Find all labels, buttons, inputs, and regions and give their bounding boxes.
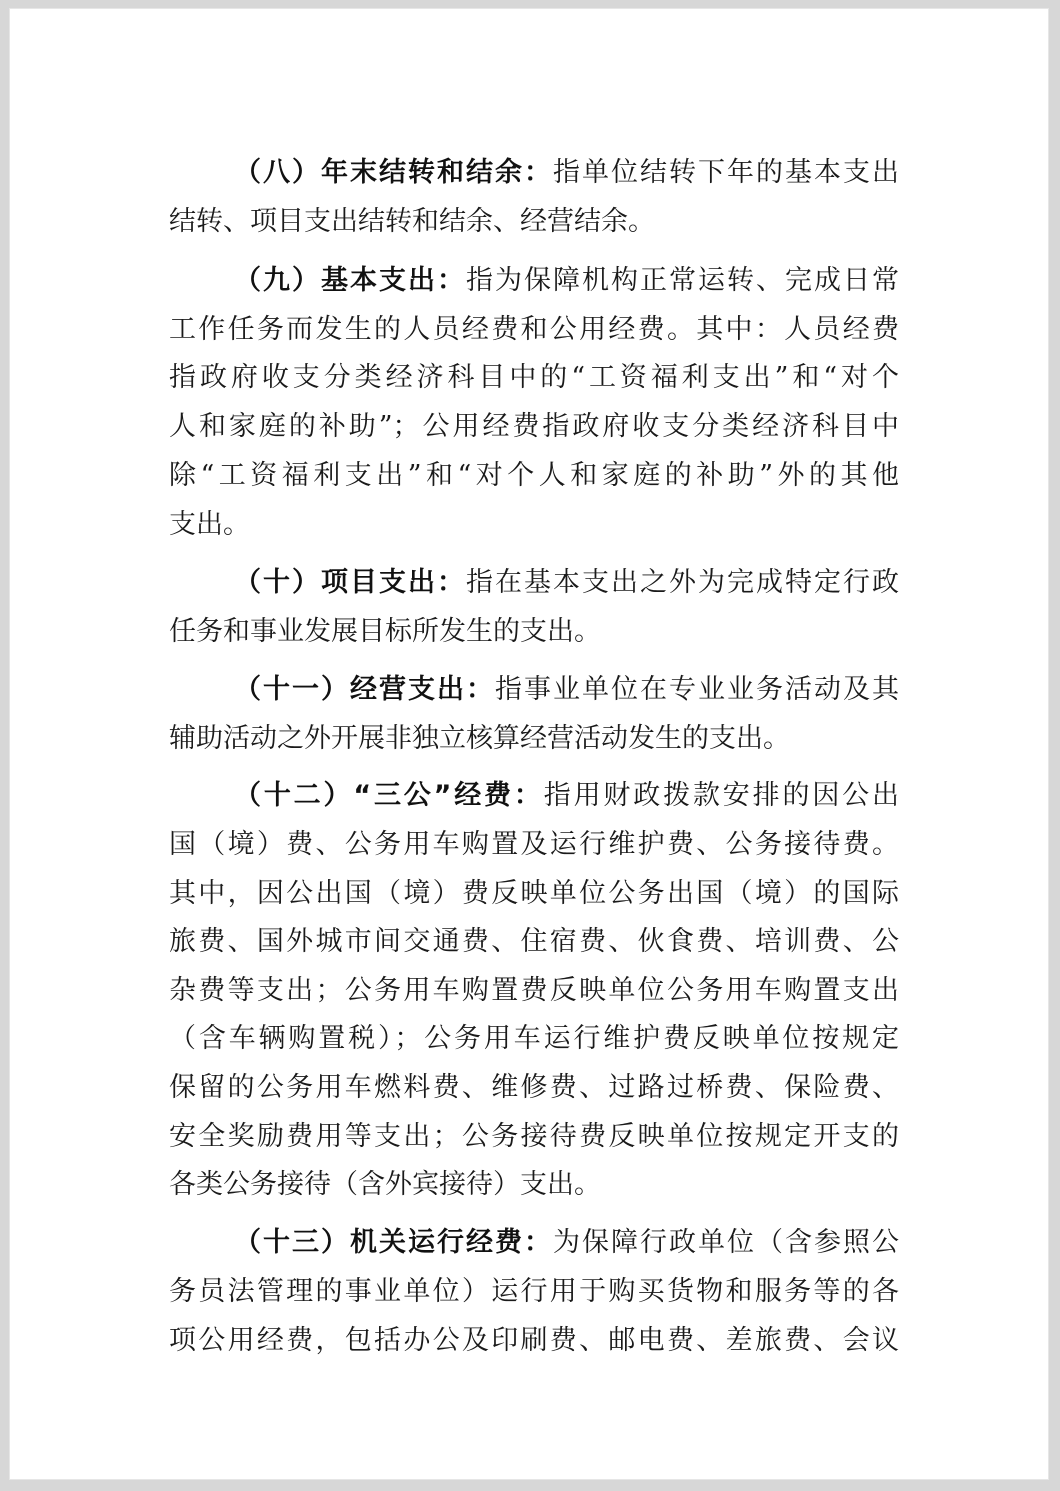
term-heading: （八）年末结转和结余： <box>234 157 553 188</box>
term-heading: （十二）“三公”经费： <box>234 780 544 811</box>
paragraph-line: 务员法管理的事业单位）运行用于购买货物和服务等的各 <box>169 1276 899 1307</box>
paragraph-line <box>234 1223 899 1263</box>
paragraph-line: 各类公务接待（含外宾接待）支出。 <box>169 1169 601 1200</box>
paragraph-text: 指在基本支出之外为完成特定行政 <box>466 567 899 598</box>
paragraph-line: 其中，因公出国（境）费反映单位公务出国（境）的国际 <box>169 878 899 909</box>
paragraph-line: 安全奖励费用等支出；公务接待费反映单位按规定开支的 <box>169 1121 899 1152</box>
paragraph-line: 结转、项目支出结转和结余、经营结余。 <box>169 206 655 237</box>
term-heading: （十）项目支出： <box>234 567 466 598</box>
paragraph-line: 保留的公务用车燃料费、维修费、过路过桥费、保险费、 <box>169 1072 899 1103</box>
paragraph-text: 指用财政拨款安排的因公出 <box>543 780 899 811</box>
paragraph-text: 指单位结转下年的基本支出 <box>553 157 899 188</box>
paragraph-text: 为保障行政单位（含参照公 <box>553 1227 899 1258</box>
paragraph-line <box>234 153 899 193</box>
document-page <box>9 8 1049 1480</box>
paragraph-line: 旅费、国外城市间交通费、住宿费、伙食费、培训费、公 <box>169 926 899 957</box>
term-heading: （十一）经营支出： <box>234 674 495 705</box>
term-heading: （十三）机关运行经费： <box>234 1227 553 1258</box>
paragraph-line: 项公用经费，包括办公及印刷费、邮电费、差旅费、会议 <box>169 1325 899 1356</box>
paragraph-text: 指为保障机构正常运转、完成日常 <box>466 265 899 296</box>
paragraph-line <box>234 261 899 301</box>
paragraph-line: 人和家庭的补助”；公用经费指政府收支分类经济科目中 <box>169 411 899 442</box>
paragraph-line: （含车辆购置税）；公务用车运行维护费反映单位按规定 <box>169 1023 899 1054</box>
paragraph-line: 辅助活动之外开展非独立核算经营活动发生的支出。 <box>169 723 790 754</box>
paragraph-line: 国（境）费、公务用车购置及运行维护费、公务接待费。 <box>169 829 899 860</box>
paragraph-line: 工作任务而发生的人员经费和公用经费。其中：人员经费 <box>169 314 899 345</box>
paragraph-text: 指事业单位在专业业务活动及其 <box>495 674 899 705</box>
paragraph-line: 指政府收支分类经济科目中的“工资福利支出”和“对个 <box>169 362 899 393</box>
paragraph-line: 杂费等支出；公务用车购置费反映单位公务用车购置支出 <box>169 975 899 1006</box>
paragraph-line: 任务和事业发展目标所发生的支出。 <box>169 616 601 647</box>
paragraph-line <box>234 670 899 710</box>
paragraph-line <box>234 776 899 816</box>
paragraph-line <box>234 563 899 603</box>
paragraph-line: 支出。 <box>169 509 250 540</box>
paragraph-line: 除“工资福利支出”和“对个人和家庭的补助”外的其他 <box>169 460 899 491</box>
term-heading: （九）基本支出： <box>234 265 466 296</box>
